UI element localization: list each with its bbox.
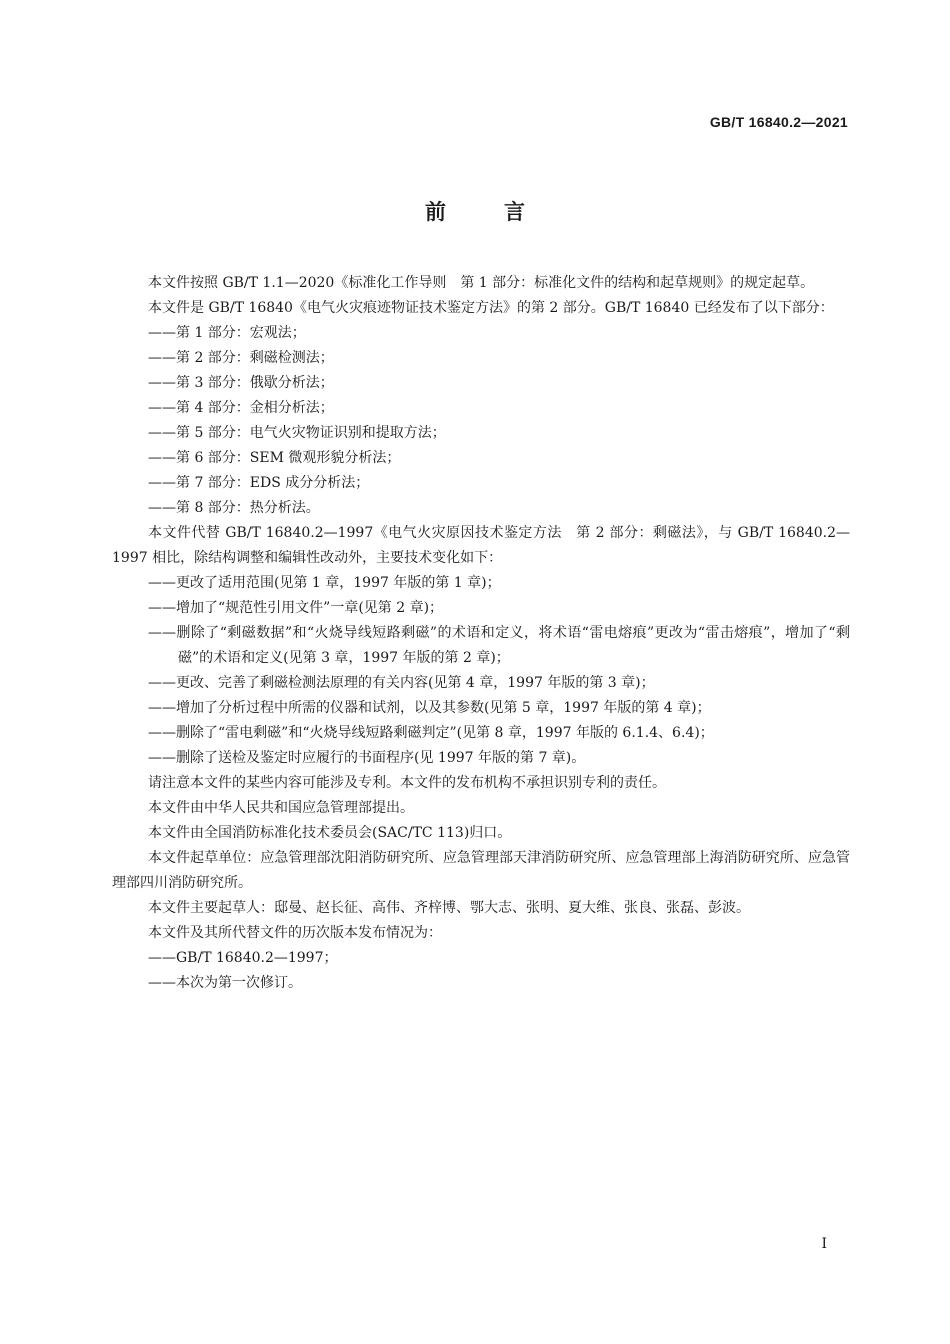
- list-item: ——增加了分析过程中所需的仪器和试剂，以及其参数(见第 5 章，1997 年版的第 4 章)；: [148, 700, 711, 716]
- list-item: ——第 4 部分：金相分析法；: [148, 400, 334, 416]
- list-item: ——第 2 部分：剩磁检测法；: [148, 350, 334, 366]
- paragraph: 请注意本文件的某些内容可能涉及专利。本文件的发布机构不承担识别专利的责任。: [148, 775, 666, 791]
- list-item: ——第 8 部分：热分析法。: [148, 500, 320, 516]
- document-code: GB/T 16840.2—2021: [709, 114, 848, 130]
- paragraph: 本文件起草单位：应急管理部沈阳消防研究所、应急管理部天津消防研究所、应急管理部上海消防研究所、应急管理部四川消防研究所。: [112, 850, 850, 891]
- list-item: ——第 3 部分：俄歇分析法；: [148, 375, 334, 391]
- list-item: ——更改、完善了剩磁检测法原理的有关内容(见第 4 章，1997 年版的第 3 章)；: [148, 675, 655, 691]
- paragraph: 本文件代替 GB/T 16840.2—1997《电气火灾原因技术鉴定方法 第 2 部分：剩磁法》，与 GB/T 16840.2—1997 相比，除结构调整和编辑性改动外，主要技术变化如下：: [112, 525, 850, 566]
- list-item: ——第 1 部分：宏观法；: [148, 325, 306, 341]
- paragraph: 本文件由全国消防标准化技术委员会(SAC/TC 113)归口。: [148, 825, 512, 841]
- page-title: 前言: [425, 200, 583, 224]
- list-item: ——第 6 部分：SEM 微观形貌分析法；: [148, 450, 401, 466]
- paragraph: 本文件及其所代替文件的历次版本发布情况为：: [148, 925, 442, 941]
- list-item: ——本次为第一次修订。: [148, 975, 302, 991]
- list-item: ——增加了“规范性引用文件”一章(见第 2 章)；: [148, 600, 444, 616]
- paragraph: 本文件按照 GB/T 1.1—2020《标准化工作导则 第 1 部分：标准化文件的结构和起草规则》的规定起草。: [148, 275, 815, 291]
- paragraph: 本文件主要起草人：邸曼、赵长征、高伟、齐梓博、鄂大志、张明、夏大维、张良、张磊、彭波。: [148, 900, 750, 916]
- list-item: ——第 5 部分：电气火灾物证识别和提取方法；: [148, 425, 446, 441]
- list-item: ——GB/T 16840.2—1997；: [148, 950, 338, 966]
- list-item: ——删除了送检及鉴定时应履行的书面程序(见 1997 年版的第 7 章)。: [148, 750, 586, 766]
- paragraph: 本文件是 GB/T 16840《电气火灾痕迹物证技术鉴定方法》的第 2 部分。GB/T 16840 已经发布了以下部分：: [148, 300, 834, 316]
- list-item: ——第 7 部分：EDS 成分分析法；: [148, 475, 370, 491]
- foreword-body: [112, 271, 850, 996]
- paragraph: 本文件由中华人民共和国应急管理部提出。: [148, 800, 414, 816]
- list-item: ——删除了“雷电剩磁”和“火烧导线短路剩磁判定”(见第 8 章，1997 年版的 6.1.4、6.4)；: [148, 725, 714, 741]
- list-item: ——更改了适用范围(见第 1 章，1997 年版的第 1 章)；: [148, 575, 501, 591]
- page-number: I: [821, 1236, 827, 1252]
- list-item: ——删除了“剩磁数据”和“火烧导线短路剩磁”的术语和定义，将术语“雷电熔痕”更改为“雷击熔痕”，增加了“剩磁”的术语和定义(见第 3 章，1997 年版的第 2 章)；: [148, 625, 850, 666]
